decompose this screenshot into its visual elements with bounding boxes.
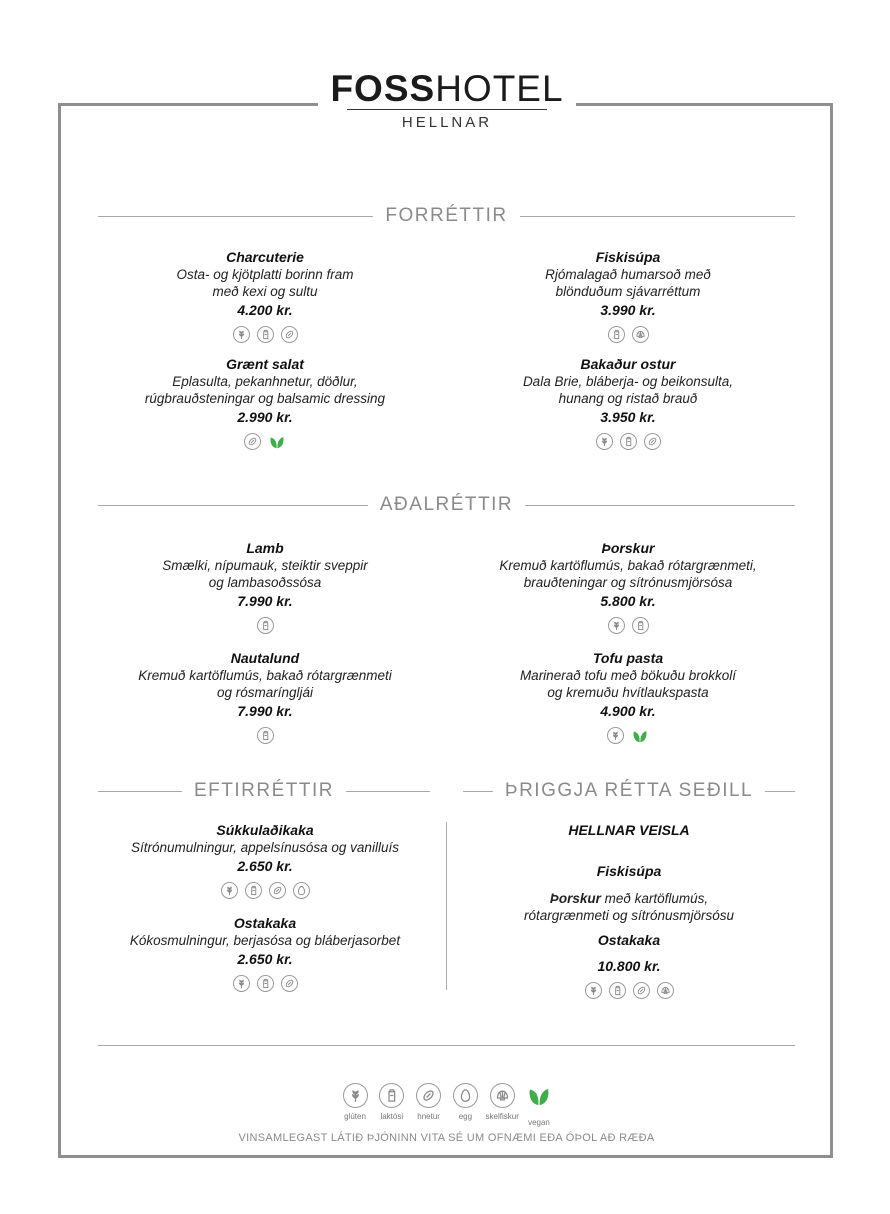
shellfish-icon [490, 1083, 515, 1108]
item-name: Súkkulaðikaka [216, 822, 314, 838]
allergen-icons [463, 727, 793, 750]
legend-label: skelfiskur [485, 1112, 519, 1121]
divider [98, 1045, 795, 1046]
lactose-icon [620, 433, 637, 450]
section-starters-heading [98, 205, 795, 227]
section-desserts-heading [98, 780, 430, 802]
shellfish-icon [632, 326, 649, 343]
gluten-icon [233, 975, 250, 992]
nuts-icon [281, 975, 298, 992]
nuts-icon [244, 433, 261, 450]
menu-item [100, 822, 430, 899]
set-menu-course-desc: rótargrænmeti og sítrónusmjörsósu [523, 908, 735, 923]
logo [318, 70, 576, 131]
item-name: Lamb [246, 540, 284, 556]
item-description: og rósmaríngljái [216, 685, 314, 700]
lactose-icon [632, 617, 649, 634]
logo-wordmark [318, 70, 576, 108]
nuts-icon [269, 882, 286, 899]
divider [98, 791, 182, 792]
legend-item [338, 1083, 372, 1127]
menu-item [100, 249, 430, 343]
allergy-notice: VINSAMLEGAST LÁTIÐ ÞJÓNINN VITA SÉ UM OFNÆMI EÐA ÓÞOL AÐ RÆÐA [238, 1132, 655, 1144]
item-description: og lambasoðssósa [208, 575, 322, 590]
divider [346, 791, 430, 792]
legend-label: vegan [528, 1118, 550, 1127]
allergen-icons [100, 727, 430, 744]
menu-item [463, 249, 793, 343]
egg-icon [293, 882, 310, 899]
item-price: 5.800 kr. [600, 593, 656, 609]
divider [525, 505, 795, 506]
set-menu-title: HELLNAR VEISLA [568, 822, 690, 838]
logo-bold: FOSS [330, 68, 436, 109]
item-price: 2.650 kr. [237, 858, 293, 874]
lactose-icon [257, 326, 274, 343]
lactose-icon [257, 975, 274, 992]
divider [520, 216, 795, 217]
allergen-icons [100, 433, 430, 456]
allergen-icons [463, 982, 795, 999]
item-description: Smælki, nípumauk, steiktir sveppir [162, 558, 368, 573]
item-price: 2.990 kr. [237, 409, 293, 425]
item-description: Eplasulta, pekanhnetur, döðlur, [172, 374, 358, 389]
section-mains-heading [98, 494, 795, 516]
item-name: Charcuterie [226, 249, 304, 265]
nuts-icon [633, 982, 650, 999]
item-price: 7.990 kr. [237, 703, 293, 719]
section-title: ÞRIGGJA RÉTTA SEÐILL [504, 780, 754, 801]
item-name: Grænt salat [226, 356, 304, 372]
menu-item [463, 650, 793, 750]
allergen-icons [100, 617, 430, 634]
logo-light: HOTEL [435, 68, 564, 109]
menu-item [100, 650, 430, 744]
item-description: Osta- og kjötplatti borinn fram [176, 267, 354, 282]
item-price: 2.650 kr. [237, 951, 293, 967]
gluten-icon [343, 1083, 368, 1108]
item-price: 3.950 kr. [600, 409, 656, 425]
item-description: og kremuðu hvítlaukspasta [547, 685, 709, 700]
vegan-icon [631, 727, 649, 750]
section-title: EFTIRRÉTTIR [194, 780, 334, 801]
item-description: með kexi og sultu [212, 284, 318, 299]
legend-label: hnetur [417, 1112, 440, 1121]
item-description: brauðteningar og sítrónusmjörsósa [523, 575, 733, 590]
menu-item [100, 356, 430, 456]
lactose-icon [257, 727, 274, 744]
legend-label: egg [458, 1112, 473, 1121]
item-description: Sítrónumulningur, appelsínusósa og vanilluís [131, 840, 399, 855]
section-title: FORRÉTTIR [385, 205, 508, 226]
gluten-icon [585, 982, 602, 999]
lactose-icon [608, 326, 625, 343]
divider [98, 505, 368, 506]
nuts-icon [416, 1083, 441, 1108]
item-description: Dala Brie, bláberja- og beikonsulta, [522, 374, 734, 389]
allergen-icons [100, 975, 430, 992]
legend-item [412, 1083, 446, 1127]
section-title: AÐALRÉTTIR [379, 494, 514, 515]
menu-item [463, 540, 793, 634]
item-name: Nautalund [230, 650, 300, 666]
gluten-icon [221, 882, 238, 899]
nuts-icon [281, 326, 298, 343]
lactose-icon [257, 617, 274, 634]
lactose-icon [245, 882, 262, 899]
item-name: Bakaður ostur [580, 356, 676, 372]
allergen-icons [100, 326, 430, 343]
item-description: blönduðum sjávarréttum [555, 284, 701, 299]
set-menu-course-name: Þorskur [549, 891, 601, 906]
legend-item [485, 1083, 519, 1127]
nuts-icon [644, 433, 661, 450]
item-description: Kremuð kartöflumús, bakað rótargrænmeti, [499, 558, 757, 573]
set-menu [463, 822, 795, 999]
divider [765, 791, 795, 792]
legend-item [522, 1083, 556, 1127]
set-menu-course: Ostakaka [597, 932, 661, 948]
gluten-icon [596, 433, 613, 450]
item-description: Kókosmulningur, berjasósa og bláberjasorbet [129, 933, 401, 948]
item-price: 4.900 kr. [600, 703, 656, 719]
shellfish-icon [657, 982, 674, 999]
item-name: Ostakaka [233, 915, 297, 931]
vertical-divider [446, 822, 447, 990]
menu-item [100, 540, 430, 634]
allergen-icons [463, 433, 793, 450]
set-menu-course-desc: með kartöflumús, [600, 891, 709, 906]
item-description: Marinerað tofu með bökuðu brokkolí [519, 668, 737, 683]
item-description: hunang og ristað brauð [558, 391, 698, 406]
allergen-icons [463, 617, 793, 634]
allergen-icons [463, 326, 793, 343]
item-description: Rjómalagað humarsoð með [545, 267, 711, 282]
vegan-icon [526, 1083, 552, 1114]
set-menu-price: 10.800 kr. [597, 958, 661, 974]
vegan-icon [268, 433, 286, 456]
legend-label: laktósi [380, 1112, 404, 1121]
allergen-legend [338, 1083, 556, 1127]
logo-rule [347, 109, 547, 110]
item-price: 3.990 kr. [600, 302, 656, 318]
section-set-menu-heading [463, 780, 795, 802]
egg-icon [453, 1083, 478, 1108]
lactose-icon [609, 982, 626, 999]
set-menu-course [463, 890, 795, 907]
set-menu-course: Fiskisúpa [596, 863, 662, 879]
allergen-icons [100, 882, 430, 899]
item-description: rúgbrauðsteningar og balsamic dressing [144, 391, 386, 406]
logo-location: HELLNAR [401, 114, 493, 131]
gluten-icon [233, 326, 250, 343]
divider [98, 216, 373, 217]
divider [463, 791, 493, 792]
legend-item [448, 1083, 482, 1127]
menu-item [100, 915, 430, 992]
item-description: Kremuð kartöflumús, bakað rótargrænmeti [138, 668, 392, 683]
item-price: 4.200 kr. [237, 302, 293, 318]
gluten-icon [608, 617, 625, 634]
legend-item [375, 1083, 409, 1127]
item-name: Fiskisúpa [595, 249, 661, 265]
legend-label: glúten [344, 1112, 366, 1121]
item-name: Þorskur [601, 540, 655, 556]
item-price: 7.990 kr. [237, 593, 293, 609]
gluten-icon [607, 727, 624, 744]
lactose-icon [379, 1083, 404, 1108]
item-name: Tofu pasta [592, 650, 664, 666]
menu-item [463, 356, 793, 450]
